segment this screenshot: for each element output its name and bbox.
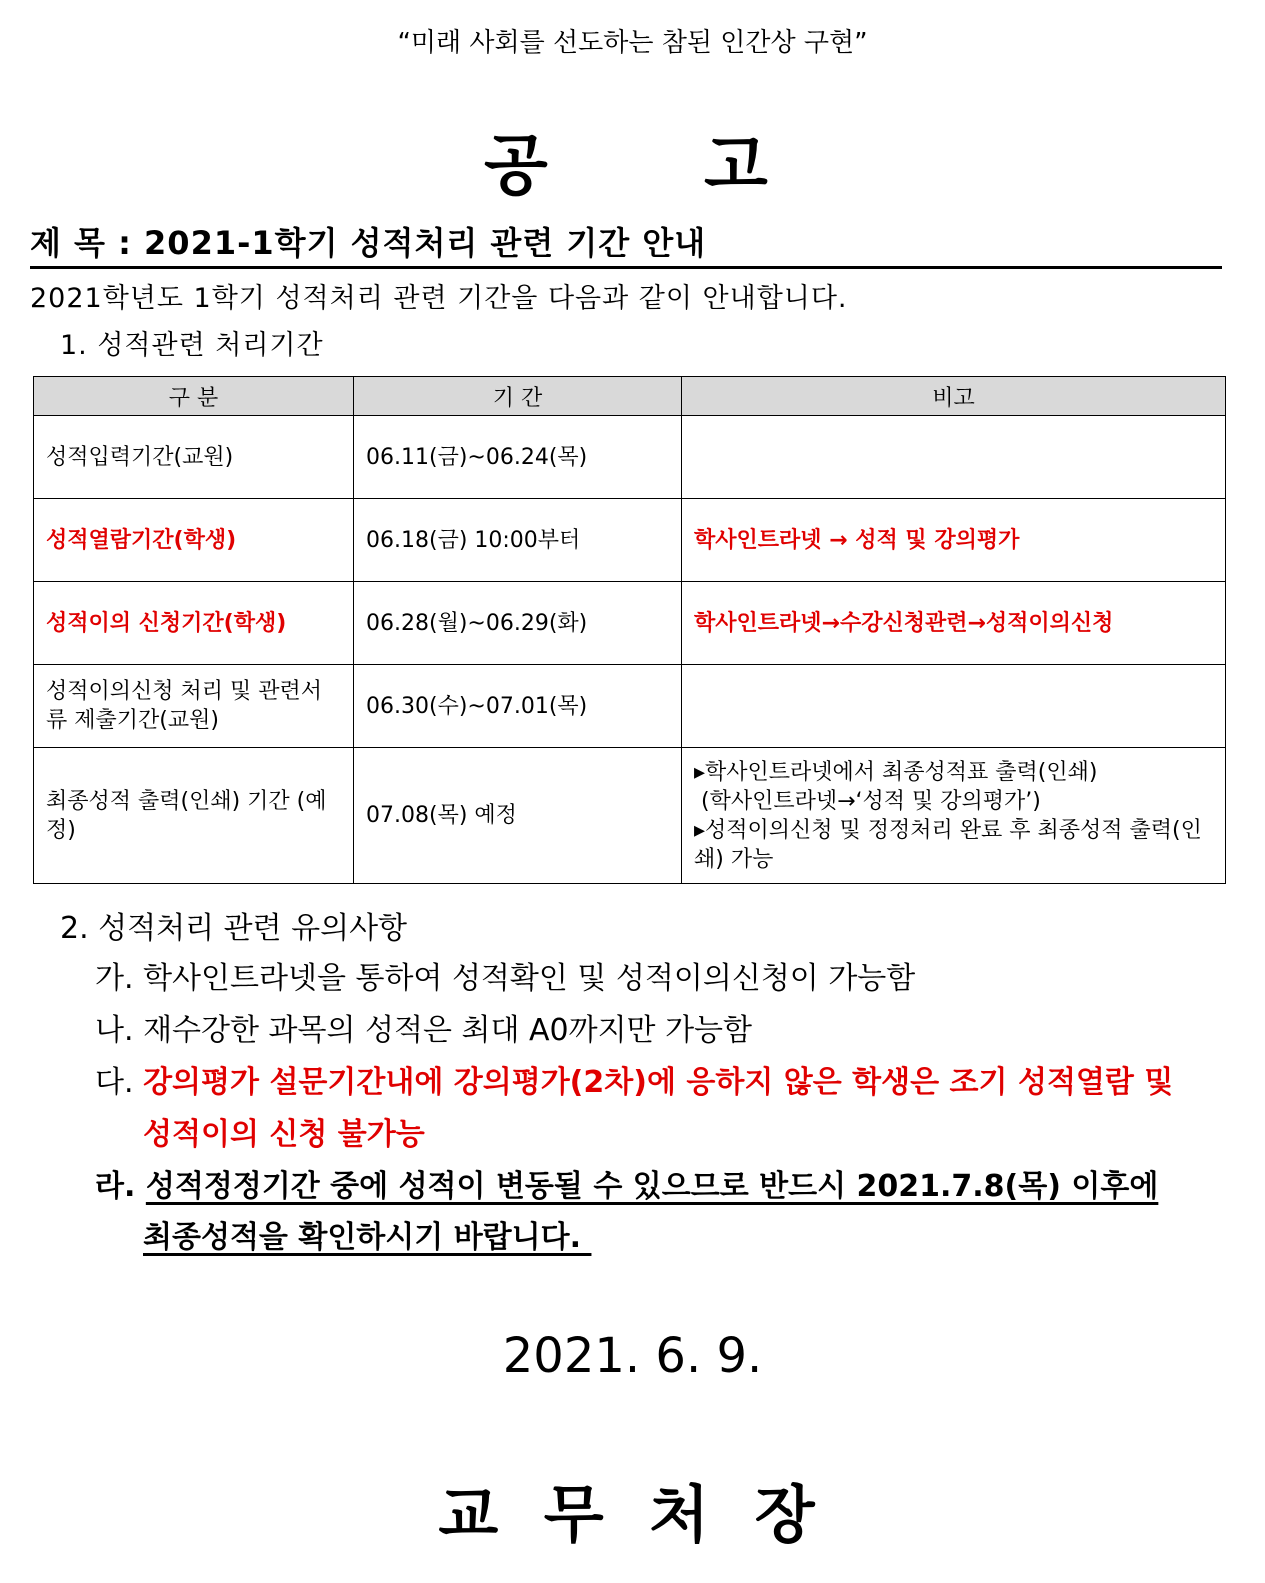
- notice-date: 2021. 6. 9.: [502, 1328, 763, 1384]
- row-note: 학사인트라넷→수강신청관련→성적이의신청: [682, 582, 1226, 665]
- row-period: 06.28(월)~06.29(화): [354, 582, 682, 665]
- row-period: 06.11(금)~06.24(목): [354, 416, 682, 499]
- section-1-heading: 1. 성적관련 처리기간: [60, 330, 324, 361]
- row-period: 07.08(목) 예정: [354, 748, 682, 884]
- note-text: 재수강한 과목의 성적은 최대 A0까지만 가능함: [143, 1013, 753, 1048]
- row-category: 성적이의 신청기간(학생): [34, 582, 354, 665]
- note-marker: 라.: [95, 1169, 136, 1204]
- note-marker: 나.: [95, 1013, 134, 1048]
- heading-char-1: 공: [484, 127, 548, 204]
- note-text-continued: 최종성적을 확인하시기 바랍니다.: [143, 1220, 592, 1255]
- row-period: 06.18(금) 10:00부터: [354, 499, 682, 582]
- note-line: (학사인트라넷→‘성적 및 강의평가’): [694, 788, 1041, 814]
- intro-text: 2021학년도 1학기 성적처리 관련 기간을 다음과 같이 안내합니다.: [30, 283, 848, 314]
- motto: “미래 사회를 선도하는 참된 인간상 구현”: [397, 28, 868, 58]
- table-row: [34, 582, 1226, 665]
- row-category: 최종성적 출력(인쇄) 기간 (예정): [34, 748, 354, 884]
- table-header-row: [34, 377, 1226, 416]
- note-marker: 다.: [95, 1065, 134, 1100]
- row-note: [682, 748, 1226, 884]
- table-row: [34, 416, 1226, 499]
- title-divider: [30, 266, 1222, 269]
- note-text: 성적정정기간 중에 성적이 변동될 수 있으므로 반드시 2021.7.8(목) 이후에: [145, 1169, 1159, 1204]
- row-category: 성적열람기간(학생): [34, 499, 354, 582]
- row-category: 성적이의신청 처리 및 관련서류 제출기간(교원): [34, 665, 354, 748]
- note-item: [95, 1005, 752, 1049]
- header-period: 기 간: [354, 377, 682, 416]
- table-row: [34, 748, 1226, 884]
- section-2-heading: 2. 성적처리 관련 유의사항: [60, 911, 408, 946]
- header-note: 비고: [682, 377, 1226, 416]
- note-item: [95, 953, 915, 997]
- table-row: [34, 665, 1226, 748]
- note-marker: 가.: [95, 961, 134, 996]
- heading-char-2: 고: [704, 127, 768, 204]
- note-text: 학사인트라넷을 통하여 성적확인 및 성적이의신청이 가능함: [143, 961, 916, 996]
- note-line: ▸성적이의신청 및 정정처리 완료 후 최종성적 출력(인쇄) 가능: [694, 817, 1202, 872]
- note-text: 강의평가 설문기간내에 강의평가(2차)에 응하지 않은 학생은 조기 성적열람 및: [143, 1065, 1174, 1100]
- row-note: [682, 416, 1226, 499]
- row-category: 성적입력기간(교원): [34, 416, 354, 499]
- header-category: 구 분: [34, 377, 354, 416]
- note-text-continued: 성적이의 신청 불가능: [143, 1117, 425, 1152]
- issuer: 교 무 처 장: [438, 1478, 827, 1551]
- notice-title: 제 목 : 2021-1학기 성적처리 관련 기간 안내: [30, 224, 707, 262]
- row-note: 학사인트라넷 → 성적 및 강의평가: [682, 499, 1226, 582]
- note-item: [95, 1057, 1173, 1101]
- note-item: [95, 1161, 1158, 1205]
- row-note: [682, 665, 1226, 748]
- table-row: [34, 499, 1226, 582]
- note-line: ▸학사인트라넷에서 최종성적표 출력(인쇄): [694, 759, 1098, 785]
- schedule-table: [33, 376, 1226, 884]
- row-period: 06.30(수)~07.01(목): [354, 665, 682, 748]
